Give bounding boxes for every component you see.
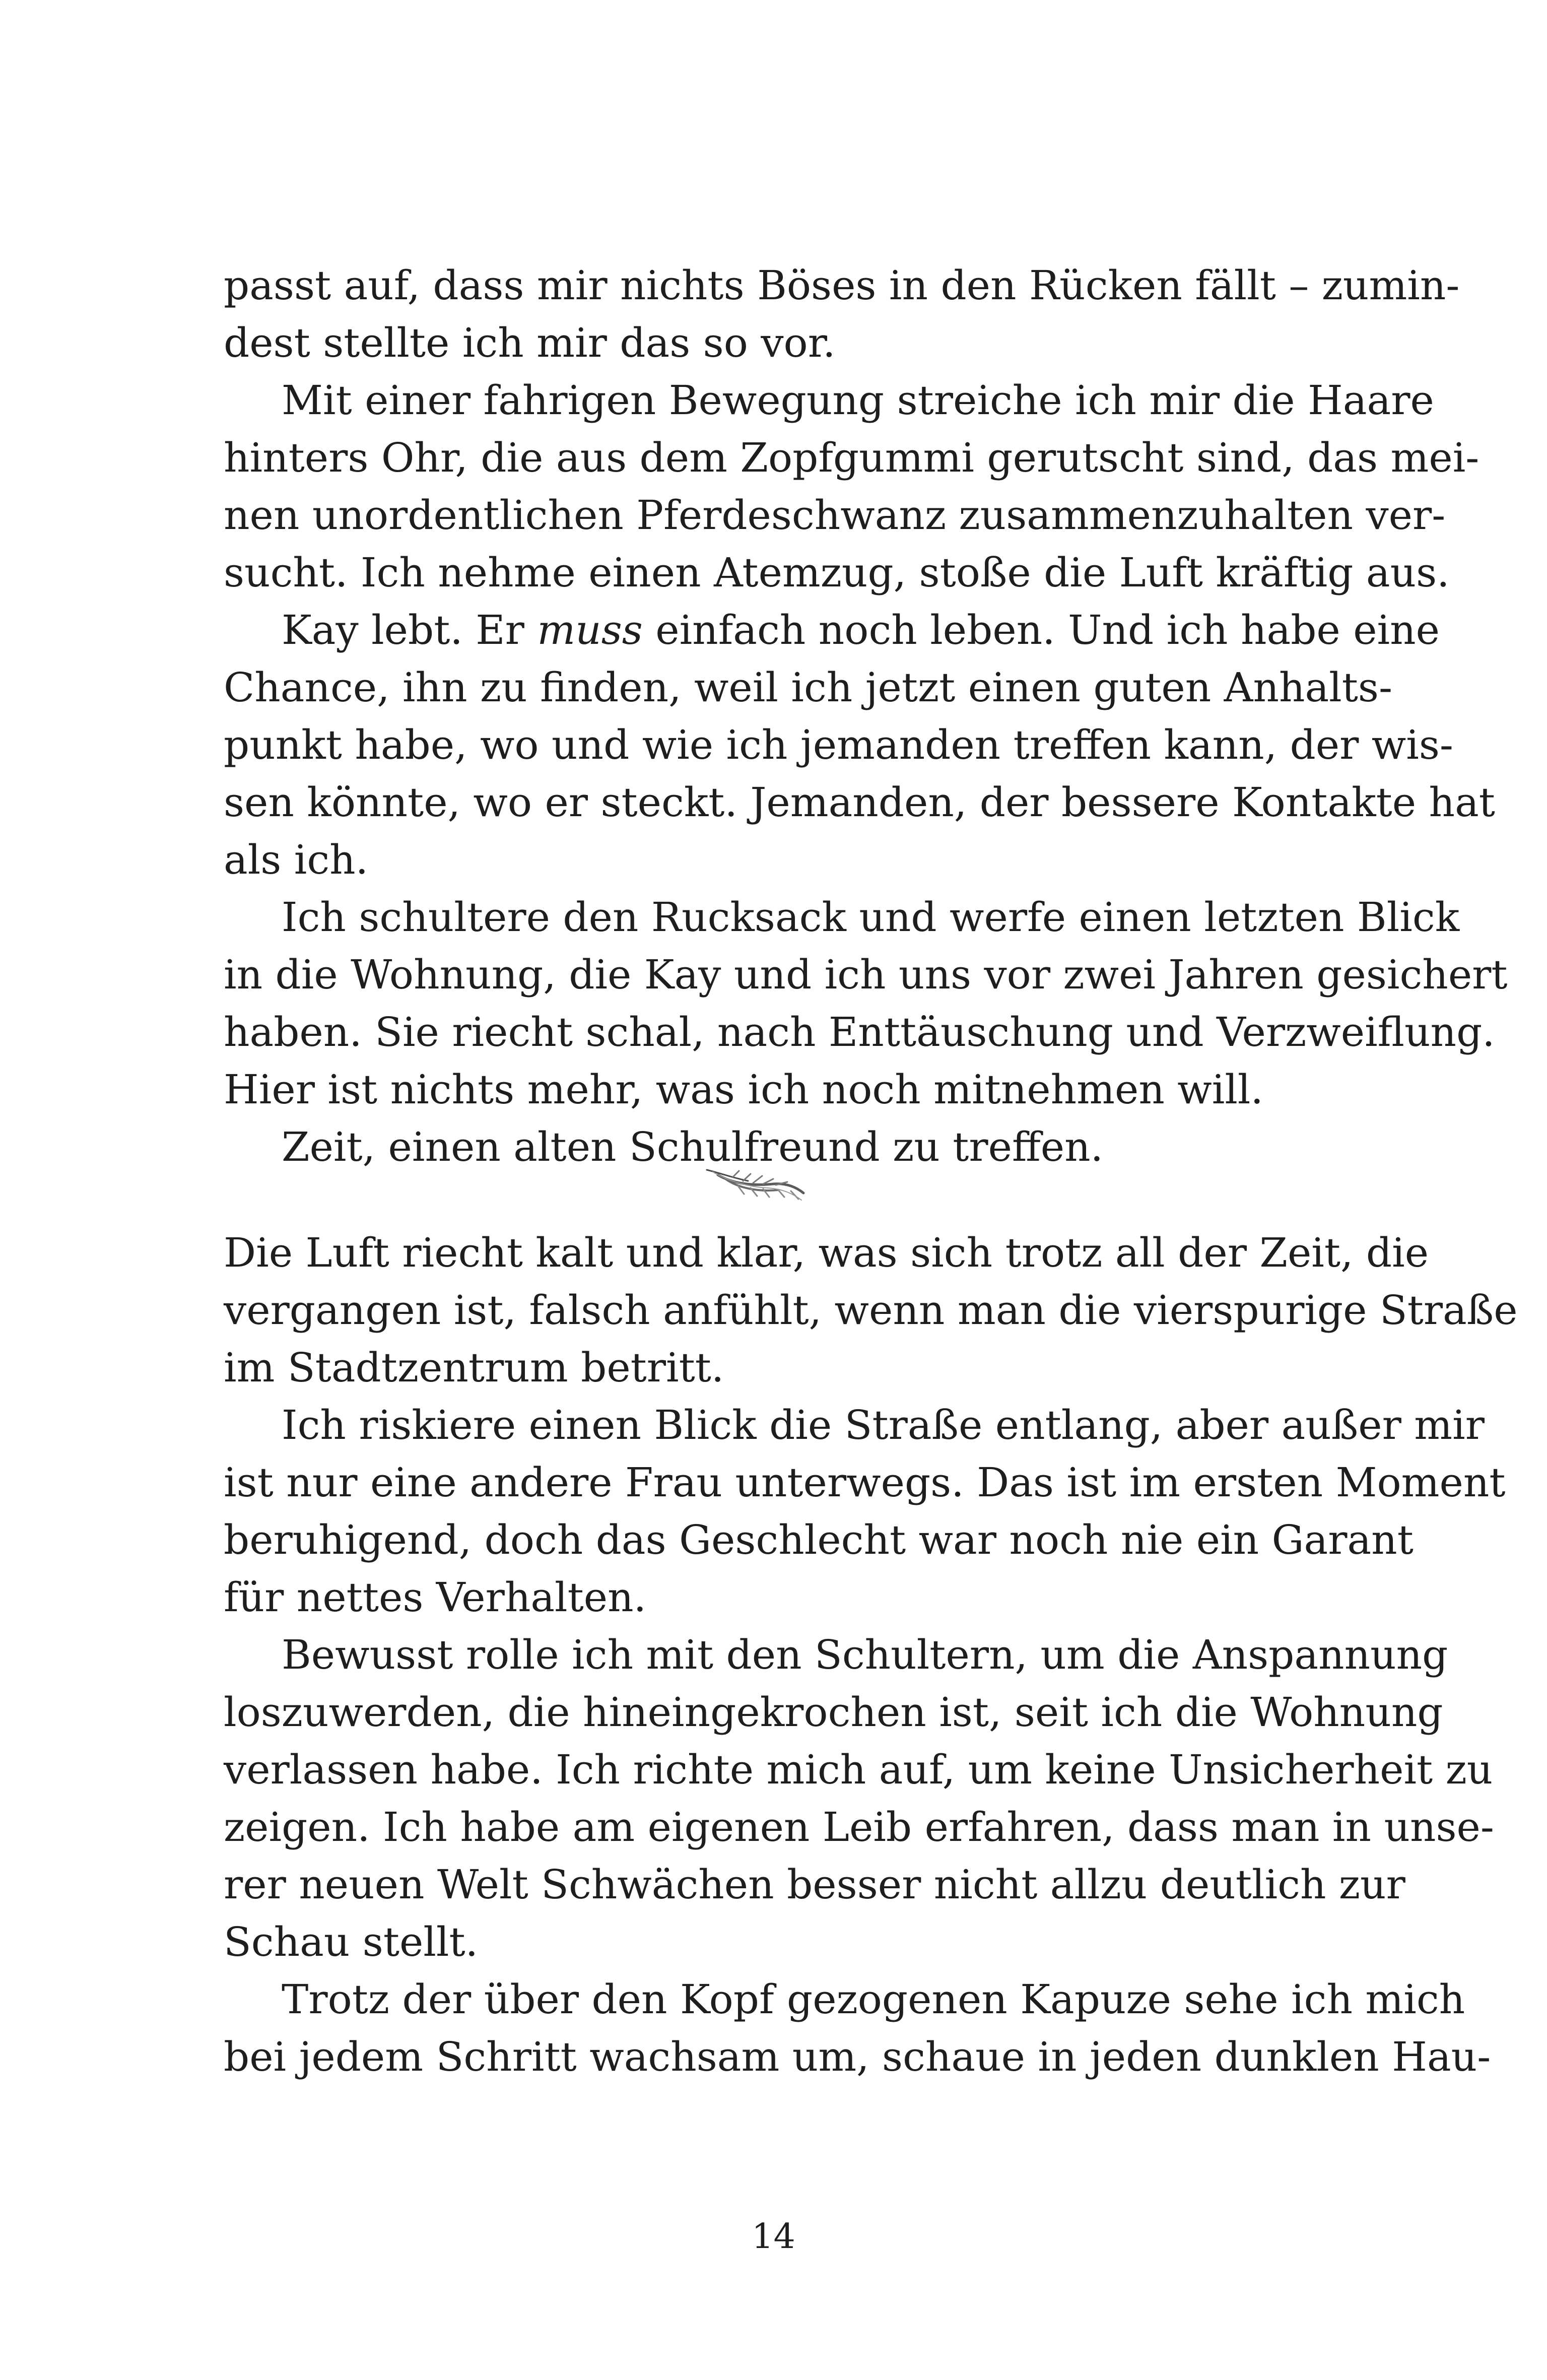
text-line: bei jedem Schritt wachsam um, schaue in jeden dunklen Hau- bbox=[224, 2033, 1491, 2080]
text-line: Chance, ihn zu finden, weil ich jetzt einen guten Anhalts- bbox=[224, 664, 1392, 711]
text-line: in die Wohnung, die Kay und ich uns vor zwei Jahren gesichert bbox=[224, 951, 1508, 998]
text-line: haben. Sie riecht schal, nach Enttäuschung und Verzweiflung. bbox=[224, 1009, 1495, 1055]
text-line: sen könnte, wo er steckt. Jemanden, der bessere Kontakte hat bbox=[224, 779, 1495, 826]
text-line: Hier ist nichts mehr, was ich noch mitnehmen will. bbox=[224, 1066, 1263, 1113]
emphasis-text: muss bbox=[537, 607, 643, 653]
text-line: für nettes Verhalten. bbox=[224, 1574, 647, 1621]
text-run: einfach noch leben. Und ich habe eine bbox=[642, 607, 1440, 653]
text-line: punkt habe, wo und wie ich jemanden treffen kann, der wis- bbox=[224, 721, 1453, 768]
text-line: ist nur eine andere Frau unterwegs. Das ist im ersten Moment bbox=[224, 1459, 1506, 1506]
text-line: passt auf, dass mir nichts Böses in den Rücken fällt – zumin- bbox=[224, 262, 1460, 309]
text-line: verlassen habe. Ich richte mich auf, um keine Unsicherheit zu bbox=[224, 1746, 1493, 1793]
text-line: hinters Ohr, die aus dem Zopfgummi gerutscht sind, das mei- bbox=[224, 434, 1479, 481]
text-line: als ich. bbox=[224, 836, 369, 883]
text-line: Die Luft riecht kalt und klar, was sich trotz all der Zeit, die bbox=[224, 1229, 1429, 1276]
text-line: im Stadtzentrum betritt. bbox=[224, 1344, 724, 1391]
paragraph-first-line: Mit einer fahrigen Bewegung streiche ich mir die Haare bbox=[282, 377, 1434, 424]
paragraph-first-line: Trotz der über den Kopf gezogenen Kapuze sehe ich mich bbox=[282, 1976, 1465, 2023]
text-line: Schau stellt. bbox=[224, 1919, 479, 1965]
text-block-section-2 bbox=[224, 1224, 1518, 2086]
paragraph-first-line: Zeit, einen alten Schulfreund zu treffen. bbox=[282, 1123, 1104, 1170]
feather-ornament-icon bbox=[703, 1164, 809, 1204]
text-block-section-1 bbox=[224, 257, 1508, 1176]
text-line: vergangen ist, falsch anfühlt, wenn man die vierspurige Straße bbox=[224, 1287, 1518, 1334]
text-line: beruhigend, doch das Geschlecht war noch nie ein Garant bbox=[224, 1516, 1414, 1563]
paragraph-first-line: Ich schultere den Rucksack und werfe einen letzten Blick bbox=[282, 894, 1460, 941]
paragraph-first-line bbox=[224, 602, 1440, 659]
text-line: loszuwerden, die hineingekrochen ist, seit ich die Wohnung bbox=[224, 1689, 1443, 1736]
text-line: rer neuen Welt Schwächen besser nicht allzu deutlich zur bbox=[224, 1861, 1405, 1908]
paragraph-first-line: Ich riskiere einen Blick die Straße entlang, aber außer mir bbox=[282, 1402, 1485, 1448]
text-run: Kay lebt. Er bbox=[282, 607, 537, 653]
text-line: nen unordentlichen Pferdeschwanz zusammenzuhalten ver- bbox=[224, 492, 1446, 539]
page-number: 14 bbox=[752, 2217, 795, 2257]
paragraph-first-line: Bewusst rolle ich mit den Schultern, um die Anspannung bbox=[282, 1631, 1448, 1678]
text-line: sucht. Ich nehme einen Atemzug, stoße die Luft kräftig aus. bbox=[224, 549, 1450, 596]
text-line: dest stellte ich mir das so vor. bbox=[224, 319, 836, 366]
text-line: zeigen. Ich habe am eigenen Leib erfahren, dass man in unse- bbox=[224, 1804, 1494, 1850]
